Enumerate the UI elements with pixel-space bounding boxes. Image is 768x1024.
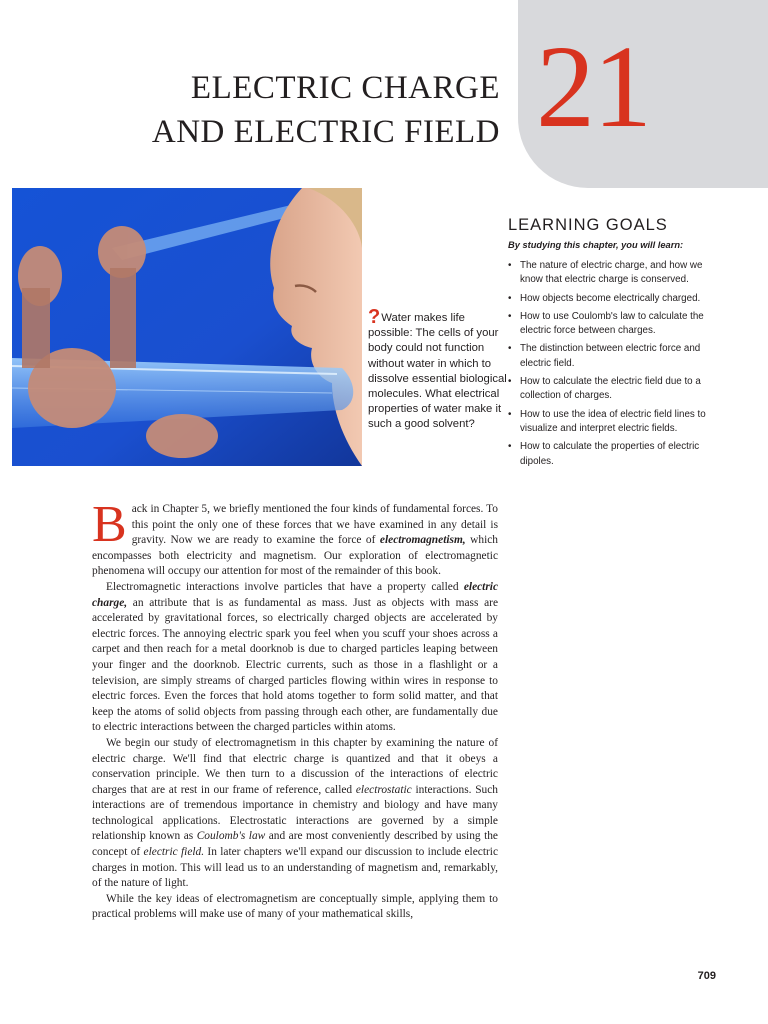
learning-goal-text: How to calculate the properties of electric dipoles.: [520, 441, 700, 467]
learning-goal-text: The distinction between electric force and electric field.: [520, 343, 701, 369]
photo-caption: [368, 306, 508, 433]
learning-goal-item: [508, 408, 708, 437]
learning-goal-text: How to use Coulomb's law to calculate the electric force between charges.: [520, 310, 704, 337]
key-term: electrostatic: [355, 783, 412, 796]
learning-goal-item: [508, 310, 708, 339]
learning-goal-item: [508, 292, 708, 306]
chapter-title: [120, 66, 500, 154]
chapter-intro-text: [92, 496, 499, 923]
question-mark-icon: ?: [368, 306, 381, 328]
learning-goals-list: [508, 259, 708, 469]
chapter-opener-photo: [12, 188, 362, 466]
chapter-title-line2: AND ELECTRIC FIELD: [151, 114, 500, 150]
page-number: 709: [697, 970, 716, 982]
key-term: Coulomb's law: [196, 830, 266, 843]
bullet-icon: •: [508, 376, 512, 388]
text-run: ack in Chapter 5, we briefly mentioned the four kinds of fundamental forces. To this point the only one of these forces that we have examined in any detail is gravity. Now we are ready to examine the force of: [131, 503, 498, 547]
photo-caption-text: Water makes life possible: The cells of your body could not function without water in which to dissolve essential biological molecules. What electrical properties of water make it such a good solvent?: [368, 312, 507, 431]
paragraph: [92, 736, 498, 892]
learning-goal-item: [508, 375, 708, 404]
bullet-icon: •: [508, 408, 512, 420]
learning-goal-text: How objects become electrically charged.: [520, 292, 701, 304]
learning-goals-heading: LEARNING GOALS: [508, 216, 668, 234]
key-term: electric charge,: [92, 580, 498, 609]
learning-goal-item: [508, 342, 708, 371]
bullet-icon: •: [508, 310, 512, 322]
key-term: electromagnetism,: [379, 534, 466, 547]
learning-goal-item: [508, 440, 708, 469]
chapter-title-line1: ELECTRIC CHARGE: [190, 70, 500, 106]
text-run: an attribute that is as fundamental as mass. Just as objects with mass are accelerated by gravitational forces, so electrically charged objects are accelerated by electric forces. The annoying electric spark you feel when you scuff your shoes across a carpet and then reach for a metal doorknob is due to charged particles leaping between your finger and the doorknob. Electric currents, such as those in a flashlight or a television, are simply streams of charged particles flowing within wires in response to electric forces. Even the forces that hold atoms together to form solid matter, and that keep the atoms of solid objects from passing through each other, are fundamentally due to electric interactions between the charged particles within atoms.: [92, 596, 498, 734]
bullet-icon: •: [508, 441, 512, 453]
learning-goal-item: [508, 259, 708, 288]
learning-goals-intro: By studying this chapter, you will learn:: [508, 240, 684, 250]
learning-goal-text: How to calculate the electric field due to a collection of charges.: [520, 376, 701, 402]
text-run: In later chapters we'll expand our discussion to include electric charges in motion. This will lead us to an understanding of magnetism and, remarkably, of the nature of light.: [92, 846, 499, 890]
learning-goals: [508, 216, 708, 473]
bullet-icon: •: [508, 343, 512, 355]
paragraph: While the key ideas of electromagnetism are conceptually simple, applying them to practical problems will make use of many of your mathematical skills,: [92, 892, 498, 921]
bullet-icon: •: [508, 260, 512, 271]
bullet-icon: •: [508, 292, 512, 304]
text-run: Electromagnetic interactions involve particles that have a property called: [106, 580, 464, 593]
text-run: which encompasses both electricity and magnetism. Our exploration of electromagnetic phenomena will occupy our attention for most of the remainder of this book.: [92, 534, 499, 578]
chapter-number: 21: [536, 21, 650, 152]
drop-cap: B: [92, 496, 127, 553]
text-run: and are most conveniently described by using the concept of: [92, 830, 498, 859]
paragraph: [92, 496, 499, 580]
water-glass-illustration: [12, 188, 362, 466]
learning-goal-text: The nature of electric charge, and how we know that electric charge is conserved.: [520, 260, 703, 286]
learning-goal-text: How to use the idea of electric field lines to visualize and interpret electric fields.: [520, 408, 706, 434]
text-run: We begin our study of electromagnetism in this chapter by examining the nature of electric charge. We'll find that electric charge is quantized and that it obeys a conservation principle. We then turn to a discussion of the interactions of electric charges that are at rest in our frame of reference, called: [92, 736, 498, 796]
key-term: electric field.: [143, 846, 205, 859]
paragraph: [92, 580, 498, 736]
text-run: interactions. Such interactions are of tremendous importance in chemistry and biology and have many technological applications. Electrostatic interactions are governed by a simple relationship known as: [92, 783, 498, 843]
